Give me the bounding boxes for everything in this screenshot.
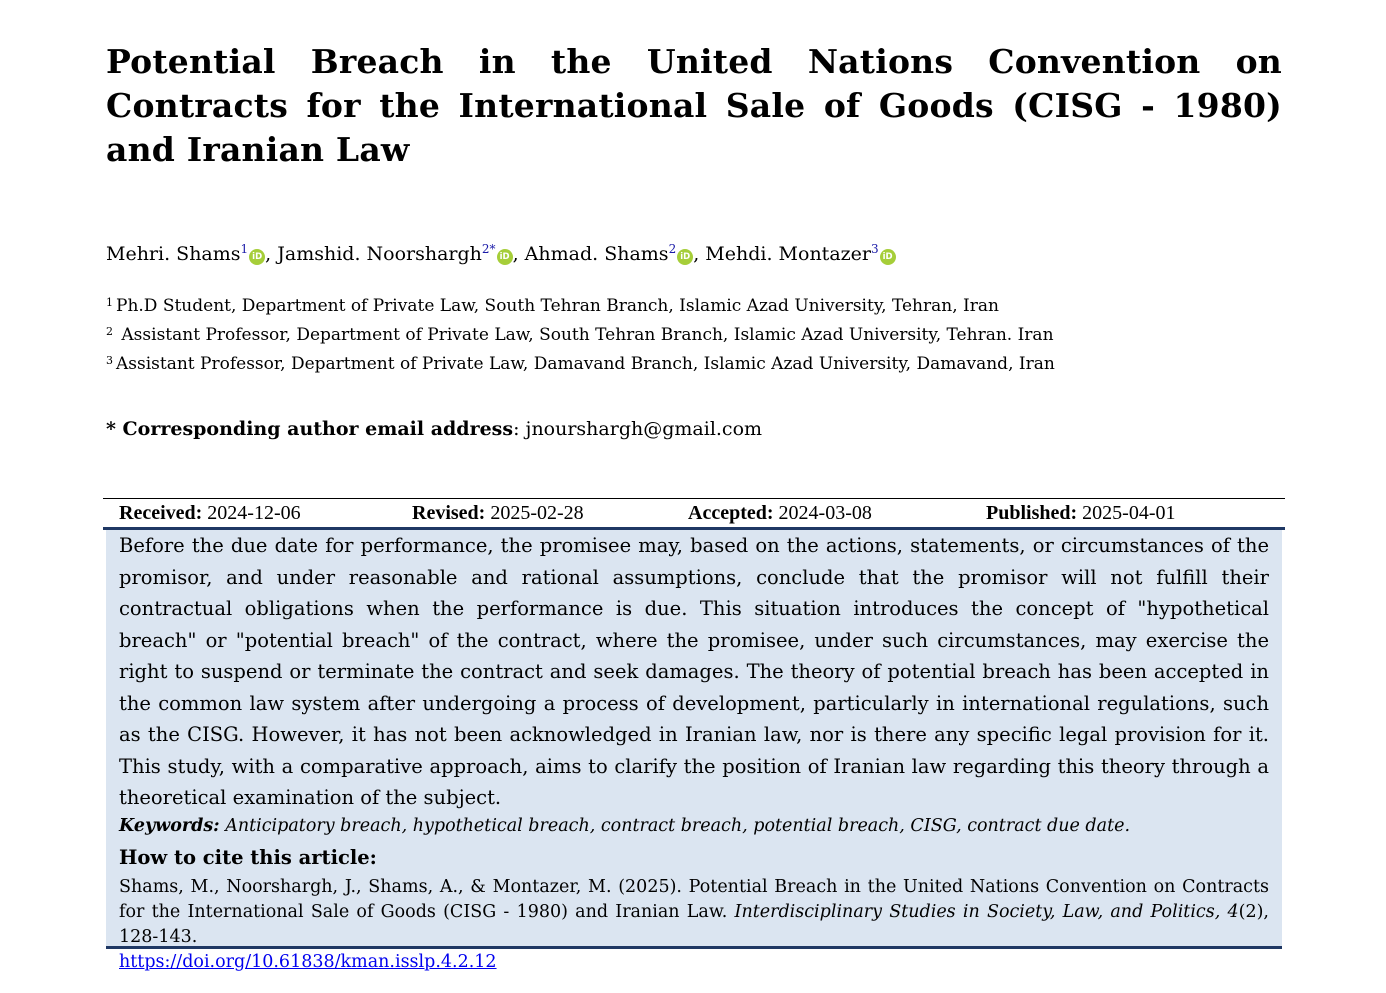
author-name: Jamshid. Noorshargh (277, 243, 482, 265)
published-label: Published: (986, 502, 1078, 524)
affiliation-text: Assistant Professor, Department of Private Law, South Tehran Branch, Islamic Azad University, Tehran. Iran (116, 325, 1054, 345)
author-name: Ahmad. Shams (524, 243, 669, 265)
article-dates (103, 498, 1285, 530)
affiliation-list (106, 290, 1055, 377)
corresponding-email[interactable]: jnourshargh@gmail.com (525, 418, 763, 440)
author-name: Mehri. Shams (106, 243, 241, 265)
orcid-icon[interactable]: iD (497, 249, 513, 265)
orcid-icon[interactable]: iD (677, 249, 693, 265)
affiliation-number: 2 (106, 325, 113, 338)
citation (119, 875, 1269, 975)
orcid-icon[interactable]: iD (249, 249, 265, 265)
keywords (119, 813, 1269, 839)
affiliation-item (106, 290, 1055, 319)
corresponding-label: * Corresponding author email address (106, 418, 514, 440)
revised-label: Revised: (412, 502, 486, 524)
received-label: Received: (119, 502, 203, 524)
accepted-value: 2024-03-08 (778, 502, 872, 524)
affiliation-item (106, 319, 1055, 348)
affiliation-item (106, 348, 1055, 377)
orcid-icon[interactable]: iD (880, 249, 896, 265)
keywords-label: Keywords: (119, 816, 220, 836)
author-affiliation-marker: 2* (481, 242, 496, 256)
author-list: Mehri. Shams$^1$iD , Jamshid. Noorshargh$^{2*}$iD , Ahmad. Shams$^2$iD , Mehdi. Montazer$^3$iD (106, 236, 896, 267)
received-date (119, 499, 301, 527)
author-affiliation-marker: 2 (668, 242, 677, 256)
citation-journal: Interdisciplinary Studies in Society, Law, and Politics, 4 (734, 902, 1239, 922)
revised-value: 2025-02-28 (490, 502, 584, 524)
affiliation-number: 1 (106, 296, 113, 309)
affiliation-text: Assistant Professor, Department of Private Law, Damavand Branch, Islamic Azad University, Damavand, Iran (116, 354, 1055, 374)
citation-issue: (2), 128-143. (119, 902, 1269, 947)
abstract-text: Before the due date for performance, the promisee may, based on the actions, statements, or circumstances of the promisor, and under reasonable and rational assumptions, conclude that the promisor will not fulfill their contractual obligations when the performance is due. This situation introduces the concept of "hypothetical breach" or "potential breach" of the contract, where the promisee, under such circumstances, may exercise the right to suspend or terminate the contract and seek damages. The theory of potential breach has been accepted in the common law system after undergoing a process of development, particularly in international regulations, such as the CISG. However, it has not been acknowledged in Iranian law, nor is there any specific legal provision for it. This study, with a comparative approach, aims to clarify the position of Iranian law regarding this theory through a theoretical examination of the subject. (119, 534, 1269, 809)
keywords-text: Anticipatory breach, hypothetical breach, contract breach, potential breach, CISG, contract due date. (225, 816, 1131, 836)
affiliation-number: 3 (106, 354, 113, 367)
accepted-date (688, 499, 872, 527)
author-affiliation-marker: 3 (870, 242, 879, 256)
doi-link[interactable]: https://doi.org/10.61838/kman.isslp.4.2.12 (119, 952, 497, 972)
author-name: Mehdi. Montazer (705, 243, 871, 265)
citation-text: Shams, M., Noorshargh, J., Shams, A., & Montazer, M. (2025). Potential Breach in the United Nations Convention on Contracts for the International Sale of Goods (CISG - 1980) and Iranian Law. (119, 877, 1269, 922)
published-date (986, 499, 1175, 527)
corresponding-author: * Corresponding author email address: jnourshargh@gmail.com (106, 418, 763, 440)
revised-date (412, 499, 584, 527)
abstract-box (106, 530, 1282, 972)
accepted-label: Accepted: (688, 502, 774, 524)
published-value: 2025-04-01 (1082, 502, 1176, 524)
citation-heading: How to cite this article: (119, 846, 377, 869)
affiliation-text: Ph.D Student, Department of Private Law, South Tehran Branch, Islamic Azad University, Tehran, Iran (116, 296, 999, 316)
received-value: 2024-12-06 (207, 502, 301, 524)
article-title: Potential Breach in the United Nations Convention on Contracts for the International Sale of Goods (CISG - 1980) and Iranian Law (106, 42, 1282, 169)
author-affiliation-marker: 1 (240, 242, 249, 256)
